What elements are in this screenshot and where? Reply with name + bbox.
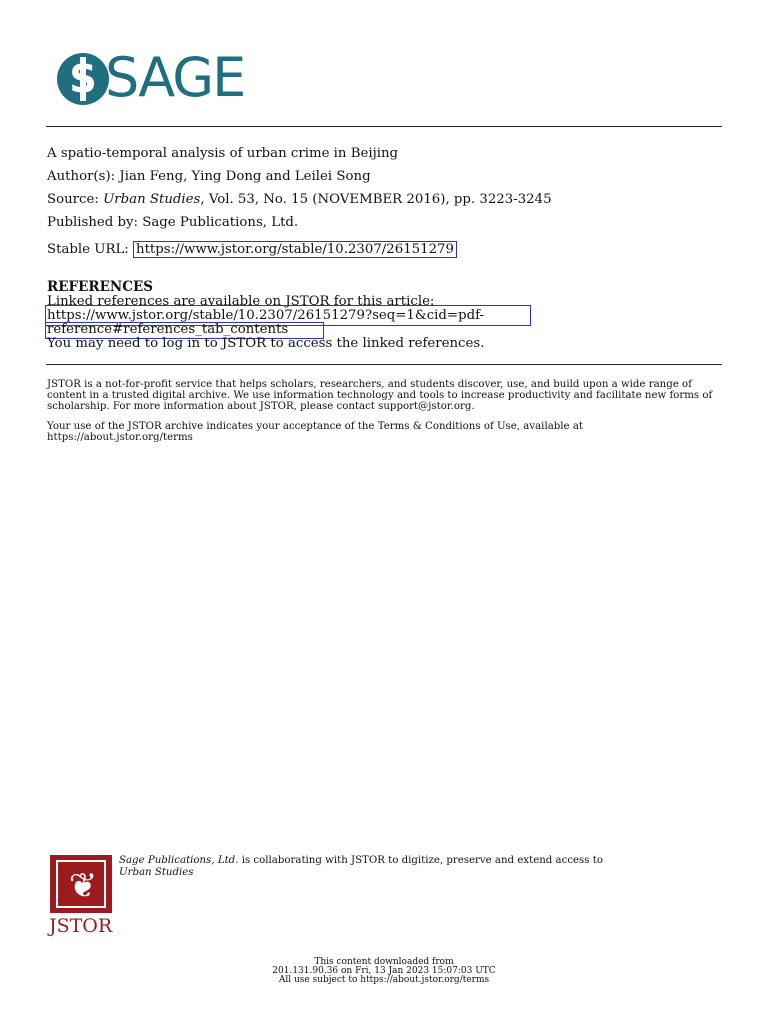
- login-note: You may need to log in to JSTOR to access the linked references.: [47, 336, 485, 351]
- collab-journal: Urban Studies: [119, 867, 194, 878]
- footer-terms-line: All use subject to https://about.jstor.org/terms: [278, 975, 490, 985]
- reference-link-line-2[interactable]: reference#references_tab_contents: [47, 322, 289, 337]
- sage-logo: [57, 46, 262, 110]
- terms-notice: [47, 421, 727, 443]
- collaboration-statement: [119, 855, 603, 879]
- footer-download-line: This content downloaded from: [314, 957, 454, 967]
- sage-s-icon: S: [57, 53, 109, 105]
- journal-name: Urban Studies: [103, 192, 201, 207]
- article-title: A spatio-temporal analysis of urban crime in Beijing: [47, 146, 399, 161]
- stable-url-link[interactable]: https://www.jstor.org/stable/10.2307/26151279: [133, 241, 457, 258]
- authors-line: [47, 168, 371, 186]
- source-label: Source:: [47, 192, 99, 207]
- stable-url-line: [47, 241, 457, 259]
- sage-logo-text: SAGE: [105, 46, 245, 109]
- authors: Jian Feng, Ying Dong and Leilei Song: [119, 169, 371, 184]
- jstor-emblem-icon: ❦: [50, 855, 112, 913]
- top-divider: [46, 126, 722, 127]
- source-line: [47, 191, 552, 209]
- jstor-logo: [50, 855, 114, 937]
- jstor-about-notice: [47, 379, 727, 412]
- middle-divider: [46, 364, 722, 365]
- published-by: Published by: Sage Publications, Ltd.: [47, 215, 299, 230]
- authors-label: Author(s):: [47, 169, 116, 184]
- collab-text: is collaborating with JSTOR to digitize, preserve and extend access to: [238, 855, 603, 866]
- linked-references-text: Linked references are available on JSTOR for this article:: [47, 294, 435, 309]
- jstor-logo-text: JSTOR: [49, 915, 113, 937]
- references-heading: REFERENCES: [47, 279, 154, 295]
- terms-text: Your use of the JSTOR archive indicates your acceptance of the Terms & Conditions of Use, available at https://about.jstor.org/terms: [47, 421, 583, 443]
- collab-publisher: Sage Publications, Ltd.: [119, 855, 239, 866]
- stable-url-label: Stable URL:: [47, 242, 129, 257]
- footer-ip-line: 201.131.90.36 on Fri, 13 Jan 2023 15:07:03 UTC: [272, 966, 496, 976]
- about-text: JSTOR is a not-for-profit service that helps scholars, researchers, and students discover, use, and build upon a wide range of content in a trusted digital archive. We use information technology and tools to increase productivity and facilitate new forms of scholarship. For more information about JSTOR, please contact support@jstor.org.: [47, 379, 713, 412]
- reference-link-line-1[interactable]: https://www.jstor.org/stable/10.2307/26151279?seq=1&cid=pdf-: [47, 308, 485, 323]
- source-details: , Vol. 53, No. 15 (NOVEMBER 2016), pp. 3223-3245: [200, 192, 552, 207]
